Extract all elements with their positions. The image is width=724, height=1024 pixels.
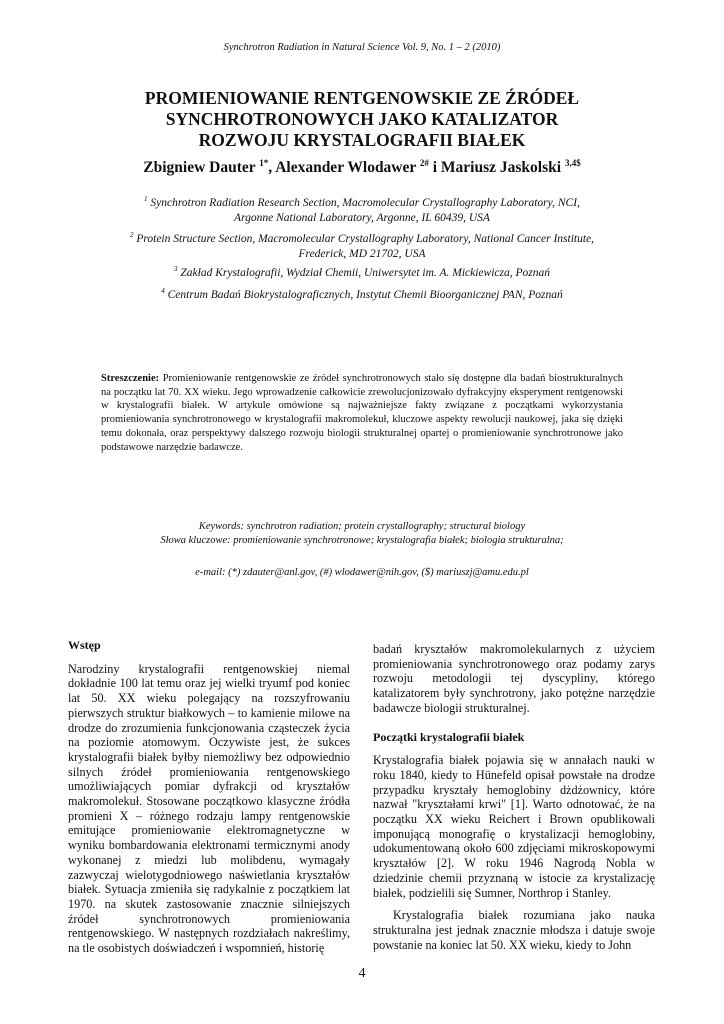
paper-title	[80, 88, 644, 151]
affiliation-line	[110, 288, 614, 303]
affiliation-number: 1	[144, 195, 148, 204]
keywords-english: Keywords: synchrotron radiation; protein crystallography; structural biology	[198, 521, 526, 532]
body-paragraph: Narodziny krystalografii rentgenowskiej niemal dokładnie 100 lat temu oraz jej wielki tryumf pod koniec lat 50. XX wieku polegający na rozszyfrowaniu pierwszych struktur białkowych – to kamienie milowe na drodze do zrozumienia funkcjonowania cząsteczek życia na poziomie atomowym. Oczywiste jest, że sukces krystalografii białek byłby niemożliwy bez odpowiednio silnych źródeł promieniowania rentgenowskiego umożliwiających pomiar dyfrakcji od kryształów makromolekuł. Stosowane początkowo klasyczne źródła promieni X – różnego rodzaju lampy rentgenowskie emitujące promieniowanie elektromagnetyczne w wyniku bombardowania elektronami termicznymi anody wykonanej z miedzi lub molibdenu, wymagały zazwyczaj wielotygodniowego naświetlania kryształów białek. Sytuacja zmieniła się radykalnie z początkiem lat 1970. na skutek zastosowanie znacznie silniejszych źródeł synchrotronowych promieniowania rentgenowskiego. W następnych rozdziałach nakreślimy, na tle osobistych doświadczeń i wspomnień, historię	[68, 661, 350, 956]
author-name: Alexander Wlodawer	[275, 159, 416, 176]
author-affiliation-mark: 2#	[419, 157, 429, 168]
body-paragraph: Krystalografia białek rozumiana jako nauka strukturalna jest jednak znacznie młodsza i datuje swoje powstanie na koniec lat 50. XX wieku, kiedy to John	[373, 908, 655, 952]
affiliation-line: Argonne National Laboratory, Argonne, IL 60439, USA	[234, 212, 490, 224]
author-name: Zbigniew Dauter	[143, 159, 256, 176]
author-separator: i	[428, 159, 441, 176]
author-affiliation-mark: 3,4$	[564, 157, 581, 168]
affiliation	[110, 266, 614, 281]
author-list	[60, 158, 664, 178]
author-separator: ,	[268, 159, 276, 176]
affiliation	[110, 288, 614, 303]
paragraph-gap	[373, 900, 655, 908]
affiliation-text: Synchrotron Radiation Research Section, Macromolecular Crystallography Laboratory, NCI,	[150, 197, 580, 209]
author-affiliation-mark: 1*	[259, 157, 269, 168]
affiliation-text: Zakład Krystalografii, Wydział Chemii, Uniwersytet im. A. Mickiewicza, Poznań	[180, 267, 550, 279]
author-emails: e-mail: (*) zdauter@anl.gov, (#) wlodawer@nih.gov, ($) mariuszj@amu.edu.pl	[195, 567, 529, 578]
affiliation-text: Centrum Badań Biokrystalograficznych, Instytut Chemii Bioorganicznej PAN, Poznań	[167, 289, 563, 301]
affiliation	[110, 196, 614, 226]
abstract	[101, 372, 623, 454]
affiliation-line	[110, 196, 614, 211]
page-number: 4	[358, 966, 366, 981]
author-name: Mariusz Jaskolski	[440, 159, 562, 176]
right-column	[373, 642, 655, 952]
title-line: SYNCHROTRONOWYCH JAKO KATALIZATOR	[165, 109, 559, 129]
title-line: PROMIENIOWANIE RENTGENOWSKIE ZE ŹRÓDEŁ	[144, 88, 580, 108]
affiliation-line	[110, 232, 614, 247]
abstract-label: Streszczenie:	[101, 373, 160, 384]
section-heading: Wstęp	[68, 638, 101, 652]
affiliation-text: Protein Structure Section, Macromolecular Crystallography Laboratory, National Cancer Institute,	[136, 233, 595, 245]
body-paragraph: Krystalografia białek pojawia się w annałach nauki w roku 1840, kiedy to Hünefeld opisał powstałe na drodze przypadku kryształy hemoglobiny dżdżownicy, które nazwał "kryształami krwi" [1]. Warto odnotować, że na początku XX wieku Reichert i Brown opublikowali imponującą monografię o krystalizacji hemoglobiny, udokumentowaną około 600 zdjęciami mikroskopowymi kryształów [2]. W roku 1946 Nagrodą Nobla w dziedzinie chemii przyznaną w istocie za krystalizację białek, podzielili się Sumner, Northrop i Stanley.	[373, 753, 655, 900]
left-column	[68, 638, 350, 956]
keywords-block	[80, 520, 644, 548]
affiliation-line: Frederick, MD 21702, USA	[298, 248, 426, 260]
title-line: ROZWOJU KRYSTALOGRAFII BIAŁEK	[198, 130, 526, 150]
section-heading: Początki krystalografii białek	[373, 729, 525, 744]
abstract-text: Promieniowanie rentgenowskie ze źródeł synchrotronowych stało się dostępne dla badań biostrukturalnych na początku lat 70. XX wieku. Jego wprowadzenie całkowicie zrewolucjonizowało dyfrakcyjny eksperyment rentgenowski w krystalografii białek. W artykule omówione są najważniejsze fakty związane z początkami wykorzystania promieniowania synchrotronowego w krystalografii makromolekuł, kluczowe aspekty rewolucji naukowej, jaka się dzięki temu dokonała, oraz perspektywy dalszego rozwoju biologii strukturalnej opartej o promieniowanie synchrotronowe jako podstawowe narzędzie badawcze.	[101, 373, 623, 453]
affiliation-number: 2	[129, 231, 134, 240]
running-head: Synchrotron Radiation in Natural Science Vol. 9, No. 1 – 2 (2010)	[223, 42, 501, 53]
paragraph-gap	[373, 716, 655, 730]
affiliation-number: 3	[174, 265, 178, 274]
affiliation-number: 4	[161, 287, 165, 296]
keywords-polish: Słowa kluczowe: promieniowanie synchrotronowe; krystalografia białek; biologia strukturalna;	[160, 535, 564, 546]
affiliation-line	[110, 266, 614, 281]
affiliation	[110, 232, 614, 262]
body-paragraph: badań kryształów makromolekularnych z użyciem promieniowania synchrotronowego oraz podamy zarys rozwoju metodologii tej dyscypliny, którego katalizatorem były synchrotrony, jako potężne narzędzie badawcze biologii strukturalnej.	[373, 642, 655, 715]
